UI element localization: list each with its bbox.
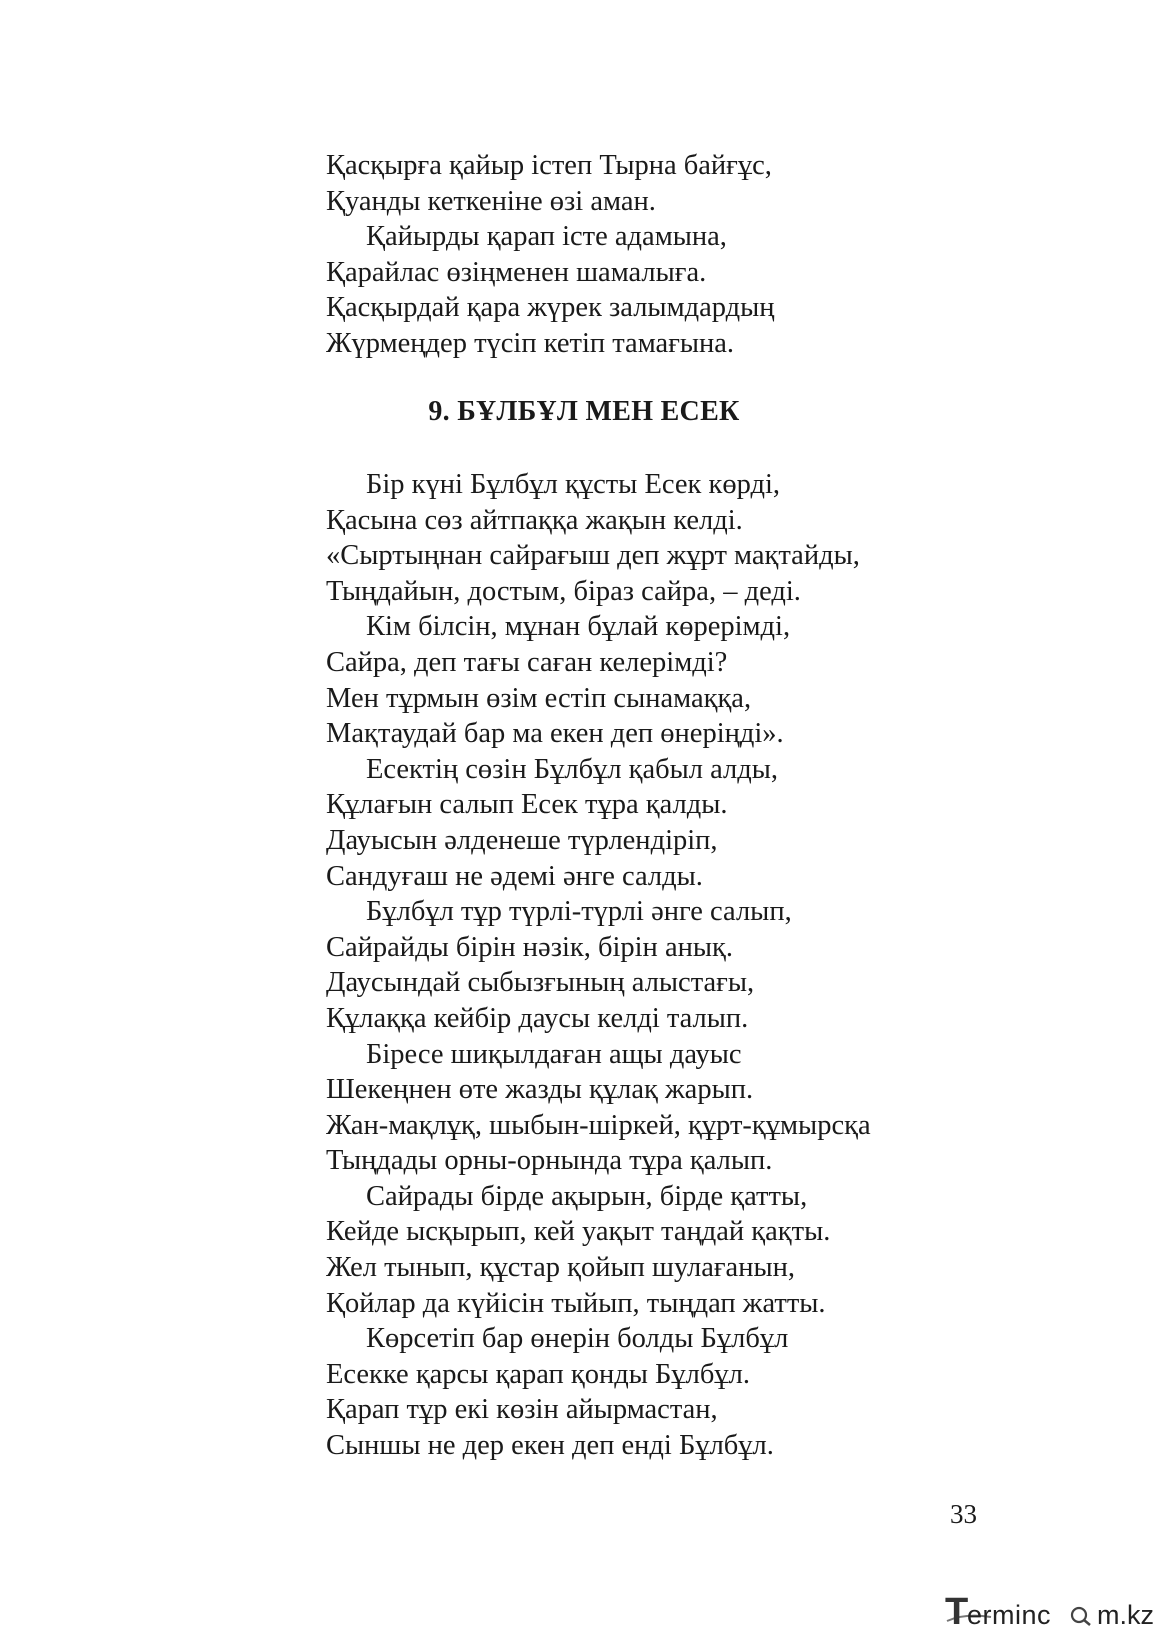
verse-line: Кім білсін, мұнан бұлай көрерімді,: [366, 611, 791, 643]
verse-line: Сайрайды бірін нәзік, бірін анық.: [326, 931, 733, 963]
page-number: 33: [950, 1499, 977, 1529]
poem-body: [326, 467, 1046, 1464]
verse-line: Жел тынып, құстар қойып шулағанын,: [326, 1252, 795, 1284]
verse-line: Мақтаудай бар ма екен деп өнеріңді».: [326, 718, 784, 750]
verse-line: Бұлбұл тұр түрлі-түрлі әнге салып,: [366, 896, 792, 928]
verse-line: Есекке қарсы қарап қонды Бұлбұл.: [326, 1358, 750, 1390]
verse-line: Құлаққа кейбір даусы келді талып.: [326, 1002, 749, 1034]
watermark-letter: T: [945, 1591, 969, 1633]
verse-line: Шекеңнен өте жазды құлақ жарып.: [326, 1074, 754, 1106]
verse-line: Құлағын салып Есек тұра қалды.: [326, 789, 728, 821]
section-title-text: 9. БҰЛБҰЛ МЕН ЕСЕК: [428, 396, 740, 427]
verse-line: Тыңдайын, достым, біраз сайра, – деді.: [326, 575, 801, 607]
verse-line: Сыншы не дер екен деп енді Бұлбұл.: [326, 1430, 774, 1462]
verse-line: Қасына сөз айтпаққа жақын келді.: [326, 504, 743, 536]
verse-line: Қарайлас өзіңменен шамалыға.: [326, 256, 707, 288]
verse-line: Сайра, деп тағы саған келерімді?: [326, 646, 728, 678]
verse-line: Жүрмеңдер түсіп кетіп тамағына.: [326, 327, 735, 359]
verse-line: Дауысын әлденеше түрлендіріп,: [326, 824, 718, 856]
verse-line: Даусындай сыбызғының алыстағы,: [326, 967, 755, 999]
verse-line: Жан-мақлұқ, шыбын-шіркей, құрт-құмырсқа: [326, 1109, 871, 1141]
verse-line: Қасқырға қайыр істеп Тырна байғұс,: [326, 150, 772, 181]
verse-line: Тыңдады орны-орнында тұра қалып.: [326, 1145, 773, 1177]
watermark-text-start: erminc: [967, 1600, 1052, 1630]
site-watermark: [945, 1591, 1155, 1631]
verse-line: Қойлар да күйісін тыйып, тыңдап жатты.: [326, 1287, 826, 1319]
verse-line: Сайрады бірде ақырын, бірде қатты,: [366, 1180, 808, 1212]
section-title: [0, 396, 1158, 428]
verse-line: Біресе шиқылдаған ащы дауыс: [366, 1038, 742, 1070]
verse-line: Бір күні Бұлбұл құсты Есек көрді,: [366, 469, 781, 500]
top-stanza: [326, 148, 1046, 362]
verse-line: Қуанды кеткеніне өзі аман.: [326, 185, 656, 217]
verse-line: Қасқырдай қара жүрек залымдардың: [326, 292, 775, 324]
verse-line: Кейде ысқырып, кей уақыт таңдай қақты.: [326, 1216, 831, 1248]
magnifier-icon: [1069, 1605, 1095, 1627]
verse-line: Қарап тұр екі көзін айырмастан,: [326, 1394, 718, 1426]
verse-line: Қайырды қарап істе адамына,: [366, 221, 727, 253]
verse-line: Мен тұрмын өзім естіп сынамаққа,: [326, 682, 752, 714]
verse-line: Есектің сөзін Бұлбұл қабыл алды,: [366, 753, 779, 785]
watermark-text-end: m.kz: [1097, 1600, 1154, 1630]
verse-line: Көрсетіп бар өнерін болды Бұлбұл: [366, 1323, 789, 1355]
verse-line: Сандуғаш не әдемі әнге салды.: [326, 860, 703, 892]
verse-line: «Сыртыңнан сайрағыш деп жұрт мақтайды,: [326, 540, 860, 572]
